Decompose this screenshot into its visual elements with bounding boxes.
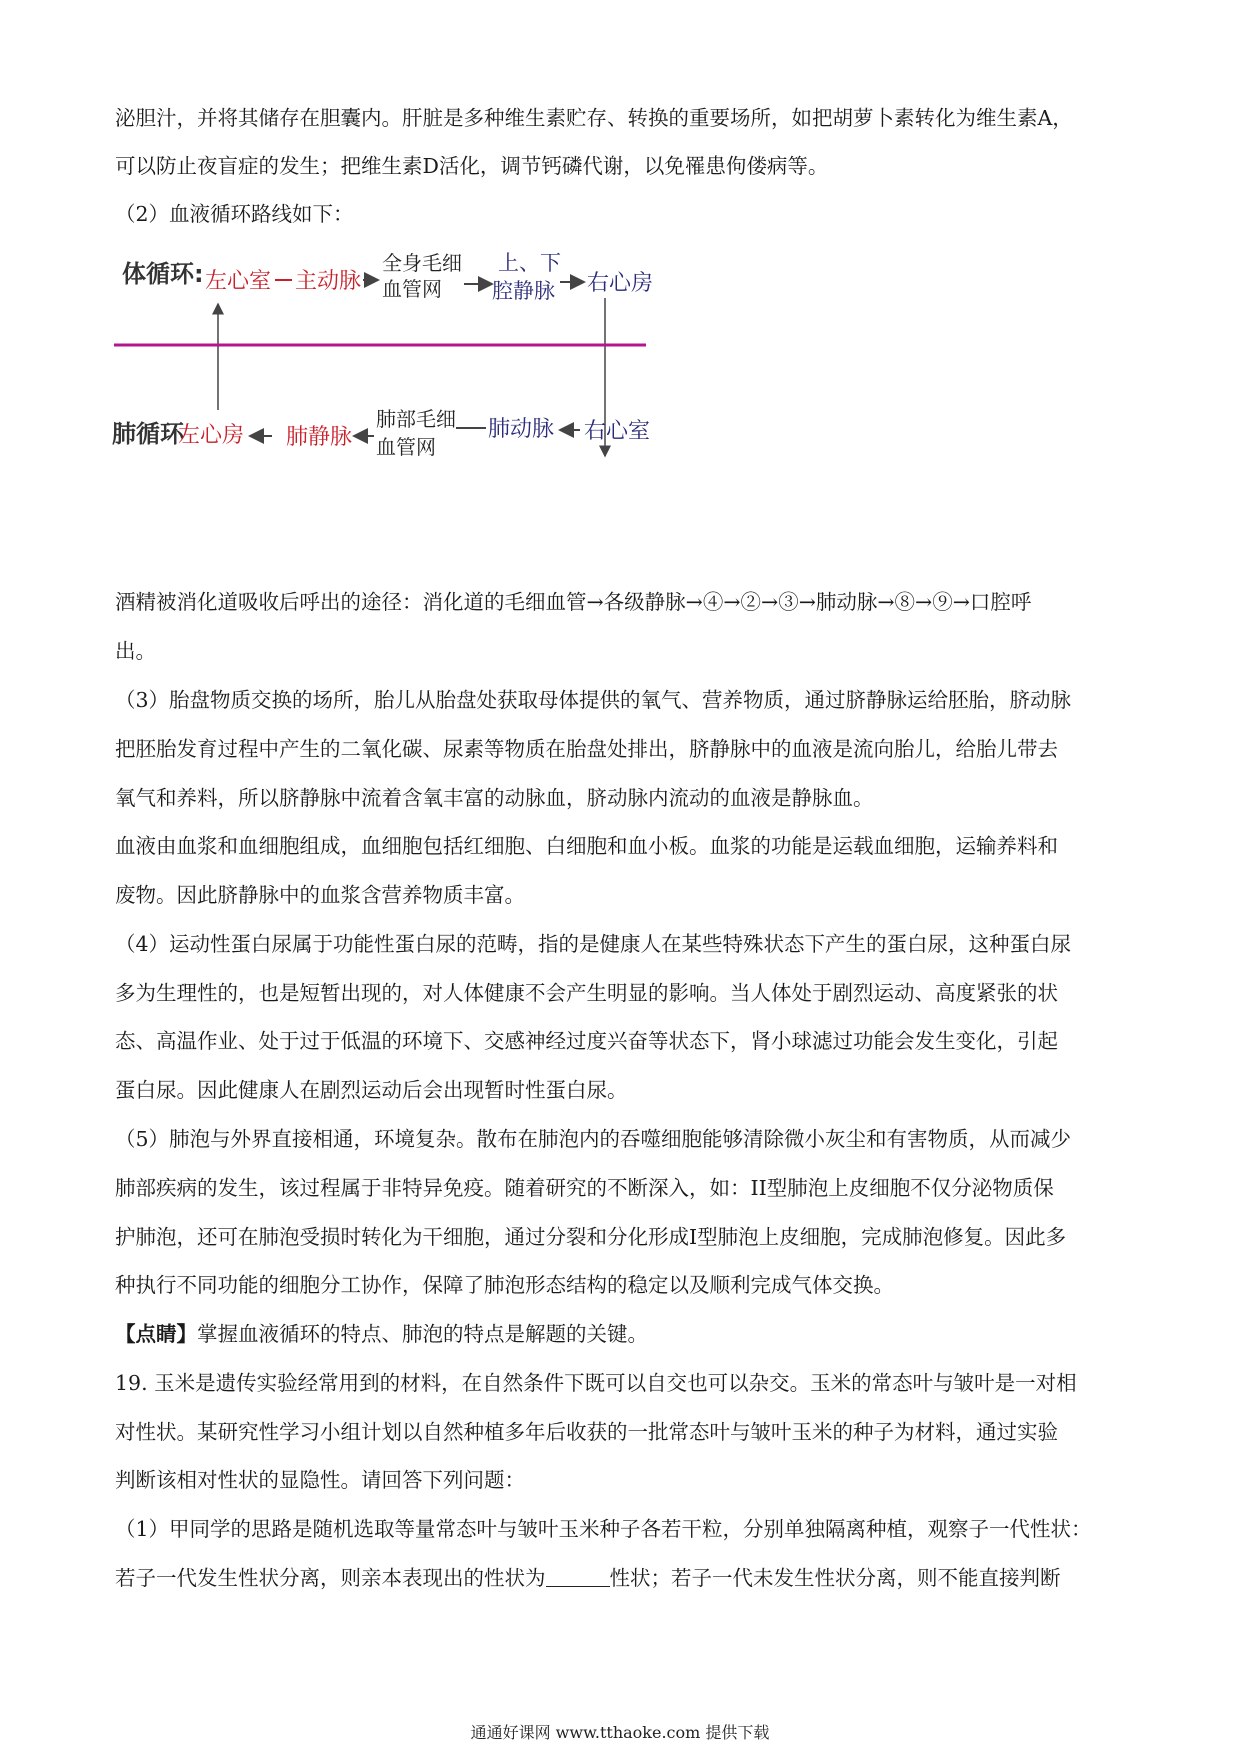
node-pulmonary-vein: 肺静脉 xyxy=(286,425,353,450)
paragraph-line: 种执行不同功能的细胞分工协作，保障了肺泡形态结构的稳定以及顺利完成气体交换。 xyxy=(115,1273,894,1297)
node-pulmonary-artery: 肺动脉 xyxy=(488,417,555,442)
paragraph-line: （2）血液循环路线如下： xyxy=(115,202,354,226)
paragraph-line: （3）胎盘物质交换的场所，胎儿从胎盘处获取母体提供的氧气、营养物质，通过脐静脉运给胚胎，脐动脉 xyxy=(115,688,1072,712)
page-footer: 通通好课网 www.tthaoke.com 提供下载 xyxy=(470,1723,770,1742)
body-circulation-label: 体循环: xyxy=(122,260,204,288)
paragraph-line: 可以防止夜盲症的发生；把维生素D活化，调节钙磷代谢，以免罹患佝偻病等。 xyxy=(115,154,829,178)
node-right-atrium: 右心房 xyxy=(587,271,654,296)
question-line: （1）甲同学的思路是随机选取等量常态叶与皱叶玉米种子各若干粒，分别单独隔离种植，观察子一代性状： xyxy=(115,1517,1092,1541)
node-left-ventricle: 左心室 xyxy=(205,269,272,294)
node-vena-cava-1: 上、下 xyxy=(498,251,561,275)
lung-circulation-label: 肺循环 xyxy=(112,420,184,448)
node-body-capillary-2: 血管网 xyxy=(382,277,442,301)
paragraph-line: 护肺泡，还可在肺泡受损时转化为干细胞，通过分裂和分化形成I型肺泡上皮细胞，完成肺泡修复。因此多 xyxy=(115,1225,1067,1249)
question-text-after-blank: 性状；若子一代未发生性状分离，则不能直接判断 xyxy=(609,1566,1061,1590)
node-aorta: 主动脉 xyxy=(295,269,362,294)
node-vena-cava-2: 腔静脉 xyxy=(492,279,555,303)
circulation-diagram xyxy=(112,248,740,528)
node-left-atrium: 左心房 xyxy=(178,423,245,448)
node-right-ventricle: 右心室 xyxy=(584,419,651,444)
question-line xyxy=(115,1563,1135,1593)
paragraph-line: 出。 xyxy=(115,639,156,663)
paragraph-line: 多为生理性的，也是短暂出现的，对人体健康不会产生明显的影响。当人体处于剧烈运动、高度紧张的状 xyxy=(115,981,1058,1005)
dianjing-tag: 【点睛】 xyxy=(115,1322,197,1346)
paragraph-line: 废物。因此脐静脉中的血浆含营养物质丰富。 xyxy=(115,883,525,907)
answer-blank[interactable] xyxy=(546,1566,610,1587)
dianjing-line xyxy=(115,1319,1135,1349)
paragraph-line: 泌胆汁，并将其储存在胆囊内。肝脏是多种维生素贮存、转换的重要场所，如把胡萝卜素转化为维生素A， xyxy=(115,106,1073,130)
paragraph-line: 肺部疾病的发生，该过程属于非特异免疫。随着研究的不断深入，如：II型肺泡上皮细胞不仅分泌物质保 xyxy=(115,1176,1054,1200)
question-line: 对性状。某研究性学习小组计划以自然种植多年后收获的一批常态叶与皱叶玉米的种子为材料，通过实验 xyxy=(115,1420,1058,1444)
paragraph-line: 氧气和养料，所以脐静脉中流着含氧丰富的动脉血，脐动脉内流动的血液是静脉血。 xyxy=(115,786,874,810)
paragraph-line: （5）肺泡与外界直接相通，环境复杂。散布在肺泡内的吞噬细胞能够清除微小灰尘和有害物质，从而减少 xyxy=(115,1127,1072,1151)
question-line: 19. 玉米是遗传实验经常用到的材料，在自然条件下既可以自交也可以杂交。玉米的常态叶与皱叶是一对相 xyxy=(115,1371,1077,1395)
node-lung-capillary-1: 肺部毛细 xyxy=(376,407,456,431)
paragraph-line: 态、高温作业、处于过于低温的环境下、交感神经过度兴奋等状态下，肾小球滤过功能会发生变化，引起 xyxy=(115,1029,1058,1053)
node-body-capillary-1: 全身毛细 xyxy=(382,251,462,275)
paragraph-line: 酒精被消化道吸收后呼出的途径：消化道的毛细血管→各级静脉→④→②→③→肺动脉→⑧→⑨→口腔呼 xyxy=(115,590,1032,614)
dianjing-text: 掌握血液循环的特点、肺泡的特点是解题的关键。 xyxy=(197,1322,648,1346)
paragraph-line: （4）运动性蛋白尿属于功能性蛋白尿的范畴，指的是健康人在某些特殊状态下产生的蛋白尿，这种蛋白尿 xyxy=(115,932,1072,956)
node-lung-capillary-2: 血管网 xyxy=(376,435,436,459)
question-line: 判断该相对性状的显隐性。请回答下列问题： xyxy=(115,1468,525,1492)
paragraph-line: 血液由血浆和血细胞组成，血细胞包括红细胞、白细胞和血小板。血浆的功能是运载血细胞，运输养料和 xyxy=(115,834,1058,858)
paragraph-line: 蛋白尿。因此健康人在剧烈运动后会出现暂时性蛋白尿。 xyxy=(115,1078,628,1102)
question-text-before-blank: 若子一代发生性状分离，则亲本表现出的性状为 xyxy=(115,1566,546,1590)
paragraph-line: 把胚胎发育过程中产生的二氧化碳、尿素等物质在胎盘处排出，脐静脉中的血液是流向胎儿，给胎儿带去 xyxy=(115,737,1058,761)
